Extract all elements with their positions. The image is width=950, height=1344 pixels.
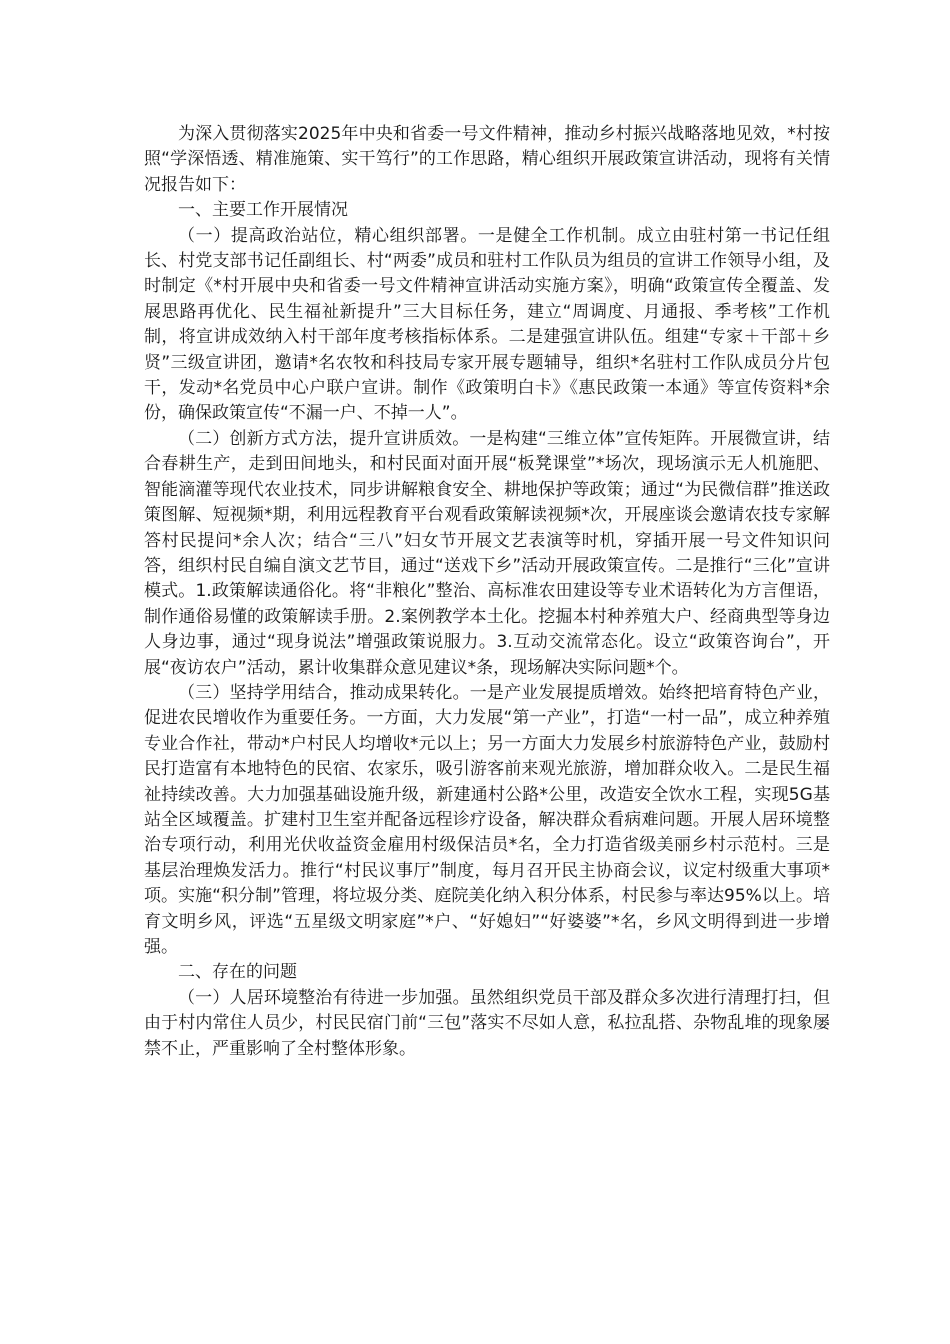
section-2-paragraph-1: （一）人居环境整治有待进一步加强。虽然组织党员干部及群众多次进行清理打扫，但由于村内常住人员少，村民民宿门前“三包”落实不尽如人意，私拉乱搭、杂物乱堆的现象屡禁不止，严重影响了全村整体形象。 [144, 987, 830, 1059]
section-1-paragraph-3: （三）坚持学用结合，推动成果转化。一是产业发展提质增效。始终把培育特色产业，促进农民增收作为重要任务。一方面，大力发展“第一产业”，打造“一村一品”，成立种养殖专业合作社，带动*户村民人均增收*元以上；另一方面大力发展乡村旅游特色产业，鼓励村民打造富有本地特色的民宿、农家乐，吸引游客前来观光旅游，增加群众收入。二是民生福祉持续改善。大力加强基础设施升级，新建通村公路*公里，改造安全饮水工程，实现5G基站全区域覆盖。扩建村卫生室并配备远程诊疗设备，解决群众看病难问题。开展人居环境整治专项行动，利用光伏收益资金雇用村级保洁员*名，全力打造省级美丽乡村示范村。三是基层治理焕发活力。推行“村民议事厅”制度，每月召开民主协商会议，议定村级重大事项*项。实施“积分制”管理，将垃圾分类、庭院美化纳入积分体系，村民参与率达95%以上。培育文明乡风，评选“五星级文明家庭”*户、“好媳妇”“好婆婆”*名，乡风文明得到进一步增强。 [144, 682, 830, 957]
section-2-heading: 二、存在的问题 [178, 962, 297, 983]
section-1-heading: 一、主要工作开展情况 [178, 200, 348, 221]
section-1-paragraph-2: （二）创新方式方法，提升宣讲质效。一是构建“三维立体”宣传矩阵。开展微宣讲，结合春耕生产，走到田间地头，和村民面对面开展“板凳课堂”*场次，现场演示无人机施肥、智能滴灌等现代农业技术，同步讲解粮食安全、耕地保护等政策；通过“为民微信群”推送政策图解、短视频*期，利用远程教育平台观看政策解读视频*次，开展座谈会邀请农技专家解答村民提问*余人次；结合“三八”妇女节开展文艺表演等时机，穿插开展一号文件知识问答，组织村民自编自演文艺节目，通过“送戏下乡”活动开展政策宣传。二是推行“三化”宣讲模式。1.政策解读通俗化。将“非粮化”整治、高标准农田建设等专业术语转化为方言俚语，制作通俗易懂的政策解读手册。2.案例教学本土化。挖掘本村种养殖大户、经商典型等身边人身边事，通过“现身说法”增强政策说服力。3.互动交流常态化。设立“政策咨询台”，开展“夜访农户”活动，累计收集群众意见建议*条，现场解决实际问题*个。 [144, 428, 830, 678]
section-1-paragraph-1: （一）提高政治站位，精心组织部署。一是健全工作机制。成立由驻村第一书记任组长、村党支部书记任副组长、村“两委”成员和驻村工作队员为组员的宣讲工作领导小组，及时制定《*村开展中央和省委一号文件精神宣讲活动实施方案》，明确“政策宣传全覆盖、发展思路再优化、民生福祉新提升”三大目标任务，建立“周调度、月通报、季考核”工作机制，将宣讲成效纳入村干部年度考核指标体系。二是建强宣讲队伍。组建“专家＋干部＋乡贤”三级宣讲团，邀请*名农牧和科技局专家开展专题辅导，组织*名驻村工作队成员分片包干，发动*名党员中心户联户宣讲。制作《政策明白卡》《惠民政策一本通》等宣传资料*余份，确保政策宣传“不漏一户、不掉一人”。 [144, 225, 830, 424]
intro-paragraph: 为深入贯彻落实2025年中央和省委一号文件精神，推动乡村振兴战略落地见效，*村按照“学深悟透、精准施策、实干笃行”的工作思路，精心组织开展政策宣讲活动，现将有关情况报告如下： [144, 124, 830, 195]
document-page [144, 122, 830, 1062]
